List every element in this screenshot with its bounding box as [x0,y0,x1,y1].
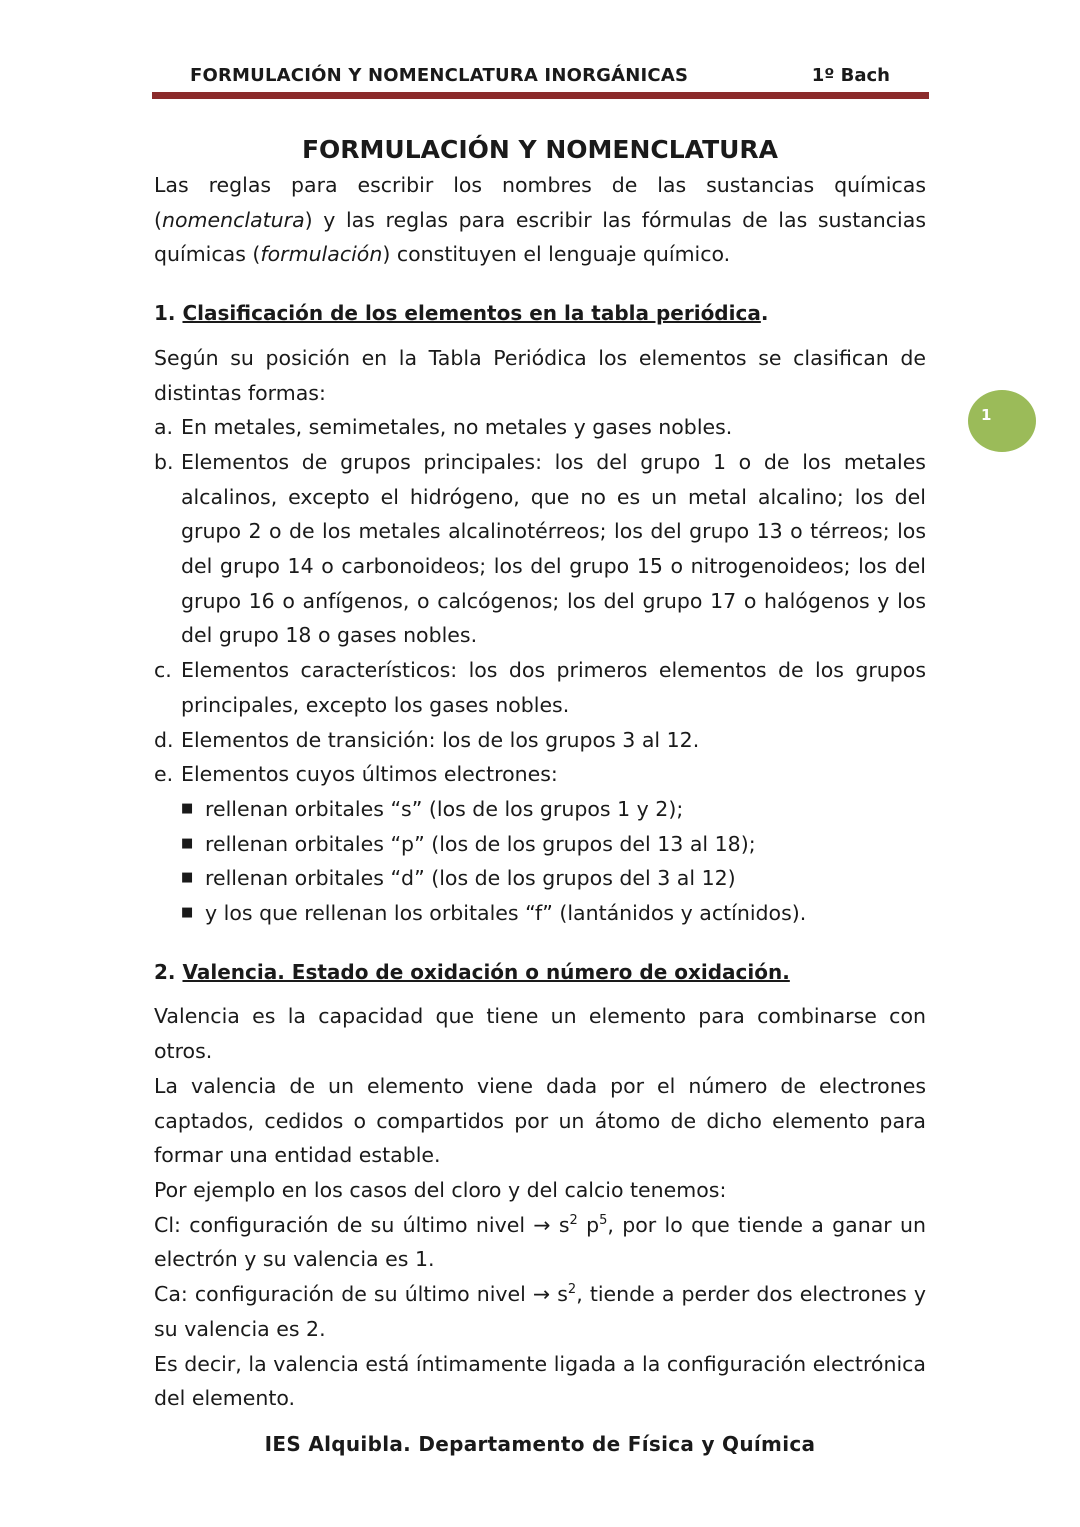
intro-paragraph [154,168,926,272]
square-bullet-icon: ■ [181,870,194,886]
classification-list [154,410,926,931]
square-bullet-icon: ■ [181,905,194,921]
chlorine-example [154,1208,926,1277]
bullet-item [154,827,926,862]
bullet-item [154,861,926,896]
list-item [154,445,926,653]
section-number: 2. [154,959,176,984]
superscript: 2 [567,1282,577,1298]
example-text: , tiende a perder dos electrones y su valencia es 2. [154,1282,926,1341]
list-item [154,653,926,722]
list-item [154,410,926,445]
calcium-example [154,1277,926,1346]
intro-emphasis: nomenclatura [162,207,305,232]
page-number: 1 [981,406,992,424]
bullet-text: rellenan orbitales “d” (los de los grupos del 3 al 12) [205,866,736,891]
superscript: 5 [599,1212,608,1228]
document-title: FORMULACIÓN Y NOMENCLATURA [301,135,779,164]
section-2-body [154,999,926,1415]
valence-conclusion: Es decir, la valencia está íntimamente ligada a la configuración electrónica del elemento. [154,1351,926,1411]
bullet-text: rellenan orbitales “s” (los de los grupos 1 y 2); [205,796,684,821]
list-item [154,757,926,792]
section-title: Valencia. Estado de oxidación o número de oxidación. [182,959,790,984]
bullet-item [154,896,926,931]
section-1-heading [154,296,926,331]
example-text: Cl: configuración de su último nivel → s [154,1212,570,1237]
valence-explanation: La valencia de un elemento viene dada por el número de electrones captados, cedidos o compartidos por un átomo de dicho elemento para formar una entidad estable. [154,1073,926,1168]
list-item [154,723,926,758]
list-marker: a. [154,415,174,440]
list-marker: d. [154,727,174,752]
bullet-item [154,792,926,827]
example-intro: Por ejemplo en los casos del cloro y del calcio tenemos: [154,1177,727,1202]
list-item-text: Elementos característicos: los dos primeros elementos de los grupos principales, excepto los gases nobles. [181,658,926,717]
intro-text: ) constituyen el lenguaje químico. [382,242,731,267]
document-body [154,128,926,1416]
example-text: p [577,1212,600,1237]
list-item-text: Elementos de transición: los de los grupos 3 al 12. [181,727,700,752]
intro-text: Las reglas para escribir los nombres de las sustancias químicas ( [154,173,926,232]
section-title-period: . [760,301,769,326]
list-item-text: En metales, semimetales, no metales y gases nobles. [181,415,733,440]
superscript: 2 [569,1212,578,1228]
section-2-heading [154,955,926,990]
valence-definition: Valencia es la capacidad que tiene un elemento para combinarse con otros. [154,1004,926,1064]
list-marker: e. [154,762,174,787]
example-text: Ca: configuración de su último nivel → s [154,1282,568,1307]
list-item-text: Elementos cuyos últimos electrones: [181,762,558,787]
example-text: , por lo que tiende a ganar un electrón y su valencia es 1. [154,1212,926,1272]
list-item-text: Elementos de grupos principales: los del grupo 1 o de los metales alcalinos, excepto el hidrógeno, que no es un metal alcalino; los del grupo 2 o de los metales alcalinotérreos; los del grupo 13 o térreos; los del grupo 14 o carbonoideos; los del grupo 15 o nitrogenoideos; los del grupo 16 o anfígenos, o calcógenos; los del grupo 17 o halógenos y los del grupo 18 o gases nobles. [181,449,926,648]
intro-emphasis: formulación [260,242,383,267]
header-level: 1º Bach [811,65,890,86]
header-rule [152,92,929,99]
list-marker: c. [154,658,172,683]
page-number-badge [968,390,1036,452]
bullet-text: y los que rellenan los orbitales “f” (lantánidos y actínidos). [205,901,807,926]
square-bullet-icon: ■ [181,800,194,816]
section-1-paragraph: Según su posición en la Tabla Periódica los elementos se clasifican de distintas formas: [154,345,926,405]
section-title: Clasificación de los elementos en la tabla periódica [182,301,761,326]
header-title: FORMULACIÓN Y NOMENCLATURA INORGÁNICAS [190,65,689,86]
intro-text: ) y las reglas para escribir las fórmulas de las sustancias químicas ( [154,207,926,267]
bullet-text: rellenan orbitales “p” (los de los grupos del 13 al 18); [205,831,756,856]
page-footer: IES Alquibla. Departamento de Física y Química [264,1432,816,1456]
square-bullet-icon: ■ [181,835,194,851]
list-marker: b. [154,449,174,474]
section-number: 1. [154,301,176,326]
